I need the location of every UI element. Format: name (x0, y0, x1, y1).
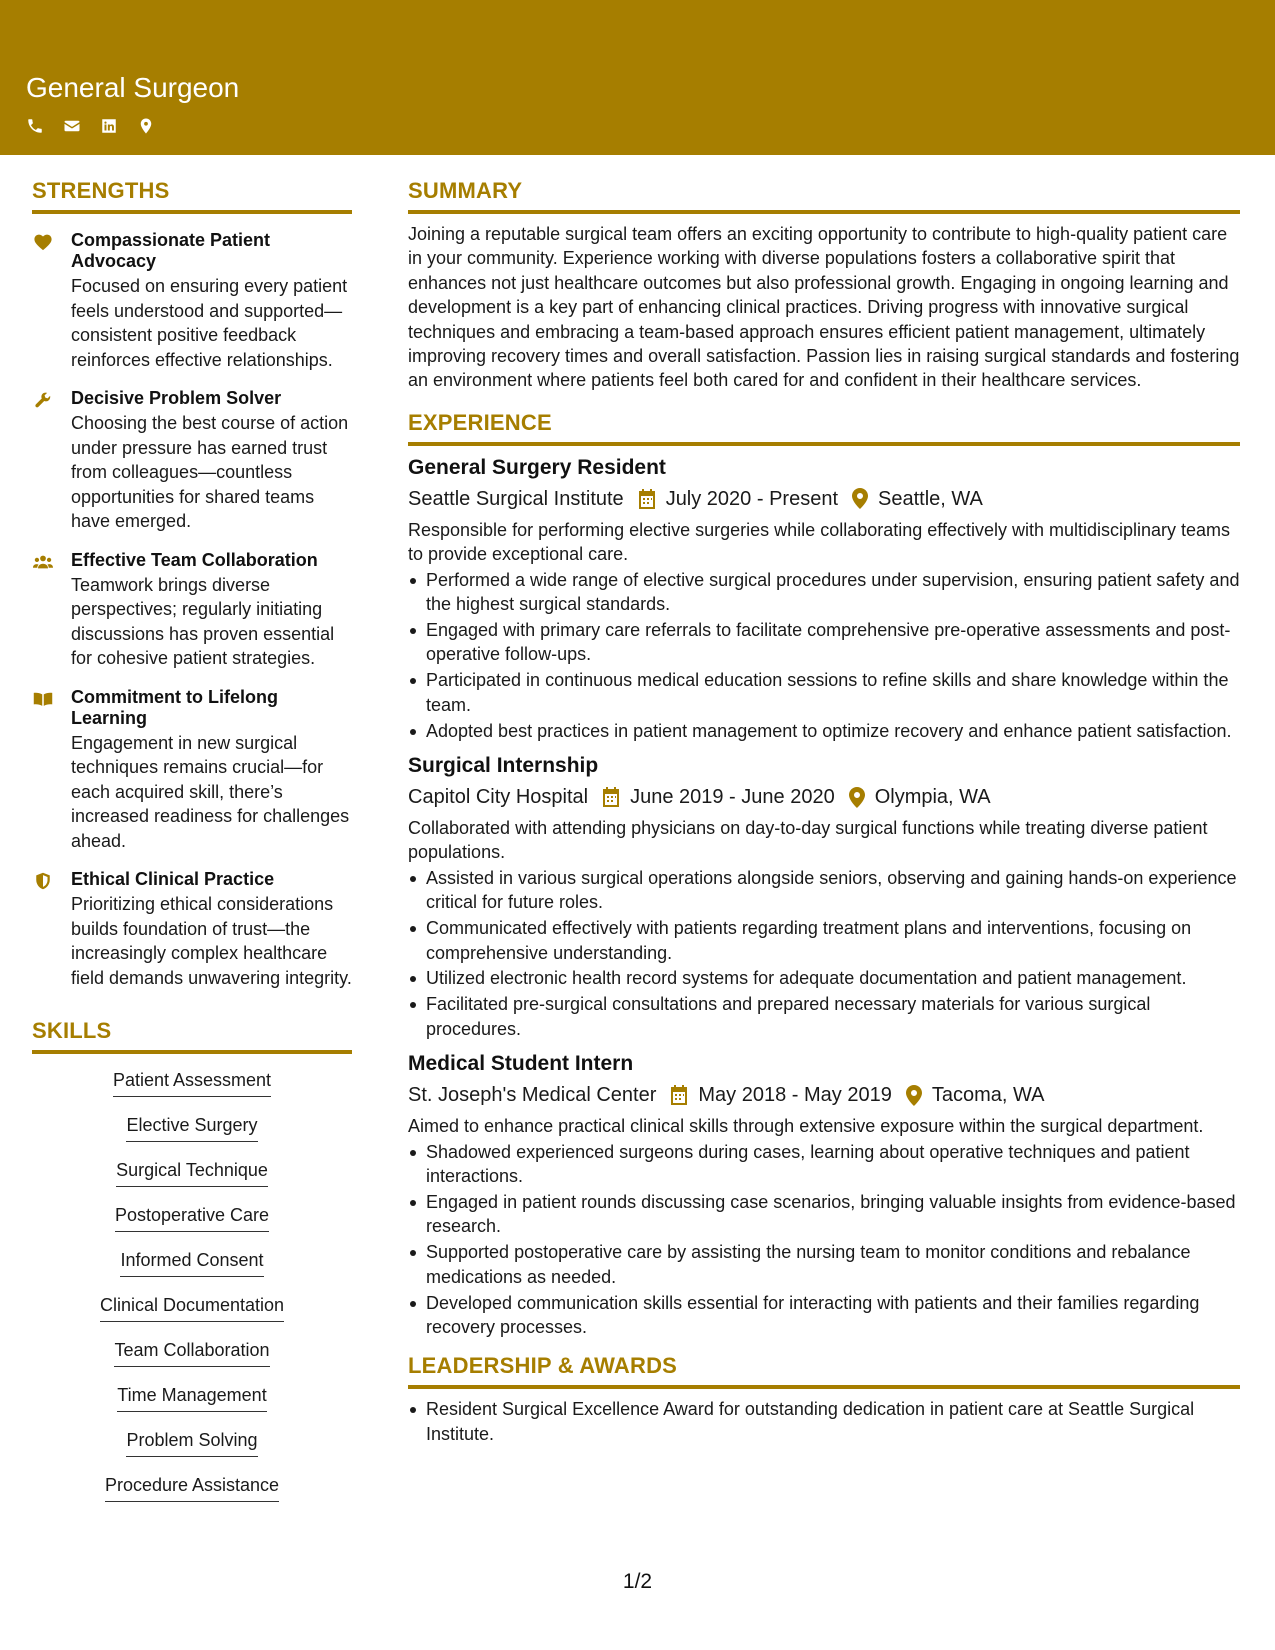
left-column (32, 178, 352, 1518)
job-title: Surgical Internship (408, 754, 599, 777)
location-pin-icon (849, 787, 865, 808)
bullet-item: Communicated effectively with patients regarding treatment plans and interventions, focusing on comprehensive understanding. (408, 916, 1240, 965)
skill-item: Postoperative Care (115, 1203, 269, 1232)
skill-item: Elective Surgery (126, 1113, 257, 1142)
job-location: Tacoma, WA (931, 1084, 1045, 1107)
right-column (408, 178, 1240, 1448)
skill-item: Informed Consent (120, 1248, 263, 1277)
job-description: Aimed to enhance practical clinical skills through extensive exposure within the surgical department. (408, 1116, 1204, 1137)
job-location: Seattle, WA (878, 487, 983, 510)
strength-title: Effective Team Collaboration (71, 549, 318, 570)
job-dates: July 2020 - Present (665, 487, 839, 510)
skills-list (32, 1068, 352, 1518)
bullet-item: Engaged in patient rounds discussing case scenarios, bringing valuable insights from evidence-based research. (408, 1190, 1240, 1239)
calendar-icon (602, 787, 620, 807)
bullet-item: Participated in continuous medical education sessions to refine skills and share knowledge within the team. (408, 668, 1240, 717)
skill-item: Problem Solving (126, 1428, 257, 1457)
summary-heading: SUMMARY (408, 178, 1240, 214)
bullet-item: Facilitated pre-surgical consultations and prepared necessary materials for various surgical procedures. (408, 992, 1240, 1041)
location-pin-icon[interactable] (137, 117, 155, 135)
strength-item (32, 230, 352, 372)
strength-item (32, 869, 352, 990)
leadership-heading: LEADERSHIP & AWARDS (408, 1353, 1240, 1389)
job-meta (408, 485, 1240, 513)
skill-item: Team Collaboration (114, 1338, 269, 1367)
job-dates: June 2019 - June 2020 (630, 786, 835, 808)
header-banner (0, 0, 1275, 155)
phone-icon[interactable] (26, 117, 44, 135)
awards-list (408, 1397, 1240, 1446)
bullet-item: Developed communication skills essential for interacting with patients and their families regarding recovery processes. (408, 1291, 1240, 1340)
skills-heading: SKILLS (32, 1018, 352, 1054)
strength-description: Teamwork brings diverse perspectives; regularly initiating discussions has proven essential for cohesive patient strategies. (71, 574, 335, 668)
bullet-item: Engaged with primary care referrals to facilitate comprehensive pre-operative assessments and post-operative follow-ups. (408, 618, 1240, 667)
strength-description: Prioritizing ethical considerations builds foundation of trust—the increasingly complex healthcare field demands unwavering integrity. (71, 894, 352, 988)
strength-description: Choosing the best course of action under pressure has earned trust from colleagues—countless opportunities for shared teams have emerged. (71, 413, 349, 531)
job-meta (408, 1081, 1240, 1109)
shield-icon (32, 871, 54, 891)
job-dates: May 2018 - May 2019 (698, 1084, 892, 1107)
job-entry (408, 1050, 1240, 1339)
strength-description: Engagement in new surgical techniques remains crucial—for each acquired skill, there’s increased readiness for challenges ahead. (71, 732, 350, 851)
job-title: General Surgery Resident (408, 455, 666, 479)
page-number: 1/2 (622, 1570, 653, 1593)
calendar-icon (638, 489, 656, 509)
company-name: St. Joseph's Medical Center (408, 1084, 657, 1107)
skill-item: Time Management (117, 1383, 266, 1412)
candidate-title: General Surgeon (26, 72, 240, 103)
job-bullets (408, 568, 1240, 743)
skill-item: Patient Assessment (113, 1068, 271, 1097)
job-description: Responsible for performing elective surgeries while collaborating effectively with multidisciplinary teams to provide exceptional care. (408, 519, 1231, 565)
bullet-item: Supported postoperative care by assisting the nursing team to monitor conditions and rebalance medications as needed. (408, 1240, 1240, 1289)
strength-title: Commitment to Lifelong Learning (71, 686, 278, 728)
job-entry (408, 454, 1240, 743)
envelope-icon[interactable] (63, 117, 81, 135)
strengths-heading: STRENGTHS (32, 178, 352, 214)
skill-item: Clinical Documentation (100, 1293, 284, 1322)
bullet-item: Shadowed experienced surgeons during cases, learning about operative techniques and patient interactions. (408, 1140, 1240, 1189)
location-pin-icon (906, 1085, 922, 1106)
location-pin-icon (852, 488, 868, 509)
bullet-item: Performed a wide range of elective surgical procedures under supervision, ensuring patient safety and the highest surgical standards. (408, 568, 1240, 617)
award-item: Resident Surgical Excellence Award for outstanding dedication in patient care at Seattle Surgical Institute. (408, 1397, 1240, 1446)
strength-item (32, 388, 352, 534)
company-name: Capitol City Hospital (408, 786, 589, 808)
job-meta (408, 783, 1240, 811)
linkedin-icon[interactable] (100, 117, 118, 135)
strength-title: Ethical Clinical Practice (71, 869, 275, 889)
skill-item: Surgical Technique (116, 1158, 268, 1187)
heart-icon (32, 232, 54, 252)
job-bullets (408, 1140, 1240, 1340)
bullet-item: Assisted in various surgical operations alongside seniors, observing and gaining hands-on experience critical for future roles. (408, 866, 1240, 915)
bullet-item: Adopted best practices in patient management to optimize recovery and enhance patient satisfaction. (408, 719, 1240, 743)
users-icon (32, 552, 54, 572)
job-entry (408, 752, 1240, 1041)
contact-icons (26, 117, 155, 135)
strength-title: Decisive Problem Solver (71, 388, 282, 408)
strength-item (32, 687, 352, 854)
calendar-icon (670, 1085, 688, 1105)
book-icon (32, 689, 54, 709)
job-bullets (408, 866, 1240, 1041)
summary-text: Joining a reputable surgical team offers an exciting opportunity to contribute to high-quality patient care in your community. Experience working with diverse populations fosters a collaborative spirit that enhances not just healthcare outcomes but also professional growth. Engaging in ongoing learning and development is a key part of enhancing clinical practices. Driving progress with innovative surgical techniques and embracing a team-based approach ensures efficient patient management, ultimately improving recovery times and overall satisfaction. Passion lies in raising surgical standards and fostering an environment where patients feel both cared for and confident in their healthcare services. (408, 224, 1240, 391)
strength-description: Focused on ensuring every patient feels understood and supported—consistent positive feedback reinforces effective relationships. (71, 276, 348, 370)
company-name: Seattle Surgical Institute (408, 487, 624, 510)
strength-item (32, 550, 352, 671)
job-location: Olympia, WA (874, 786, 991, 808)
job-title: Medical Student Intern (408, 1052, 634, 1076)
wrench-icon (32, 390, 54, 410)
skill-item: Procedure Assistance (105, 1473, 279, 1502)
experience-heading: EXPERIENCE (408, 410, 1240, 446)
job-description: Collaborated with attending physicians on day-to-day surgical functions while treating diverse patient populations. (408, 818, 1208, 863)
bullet-item: Utilized electronic health record systems for adequate documentation and patient management. (408, 966, 1240, 990)
strength-title: Compassionate Patient Advocacy (71, 230, 271, 271)
